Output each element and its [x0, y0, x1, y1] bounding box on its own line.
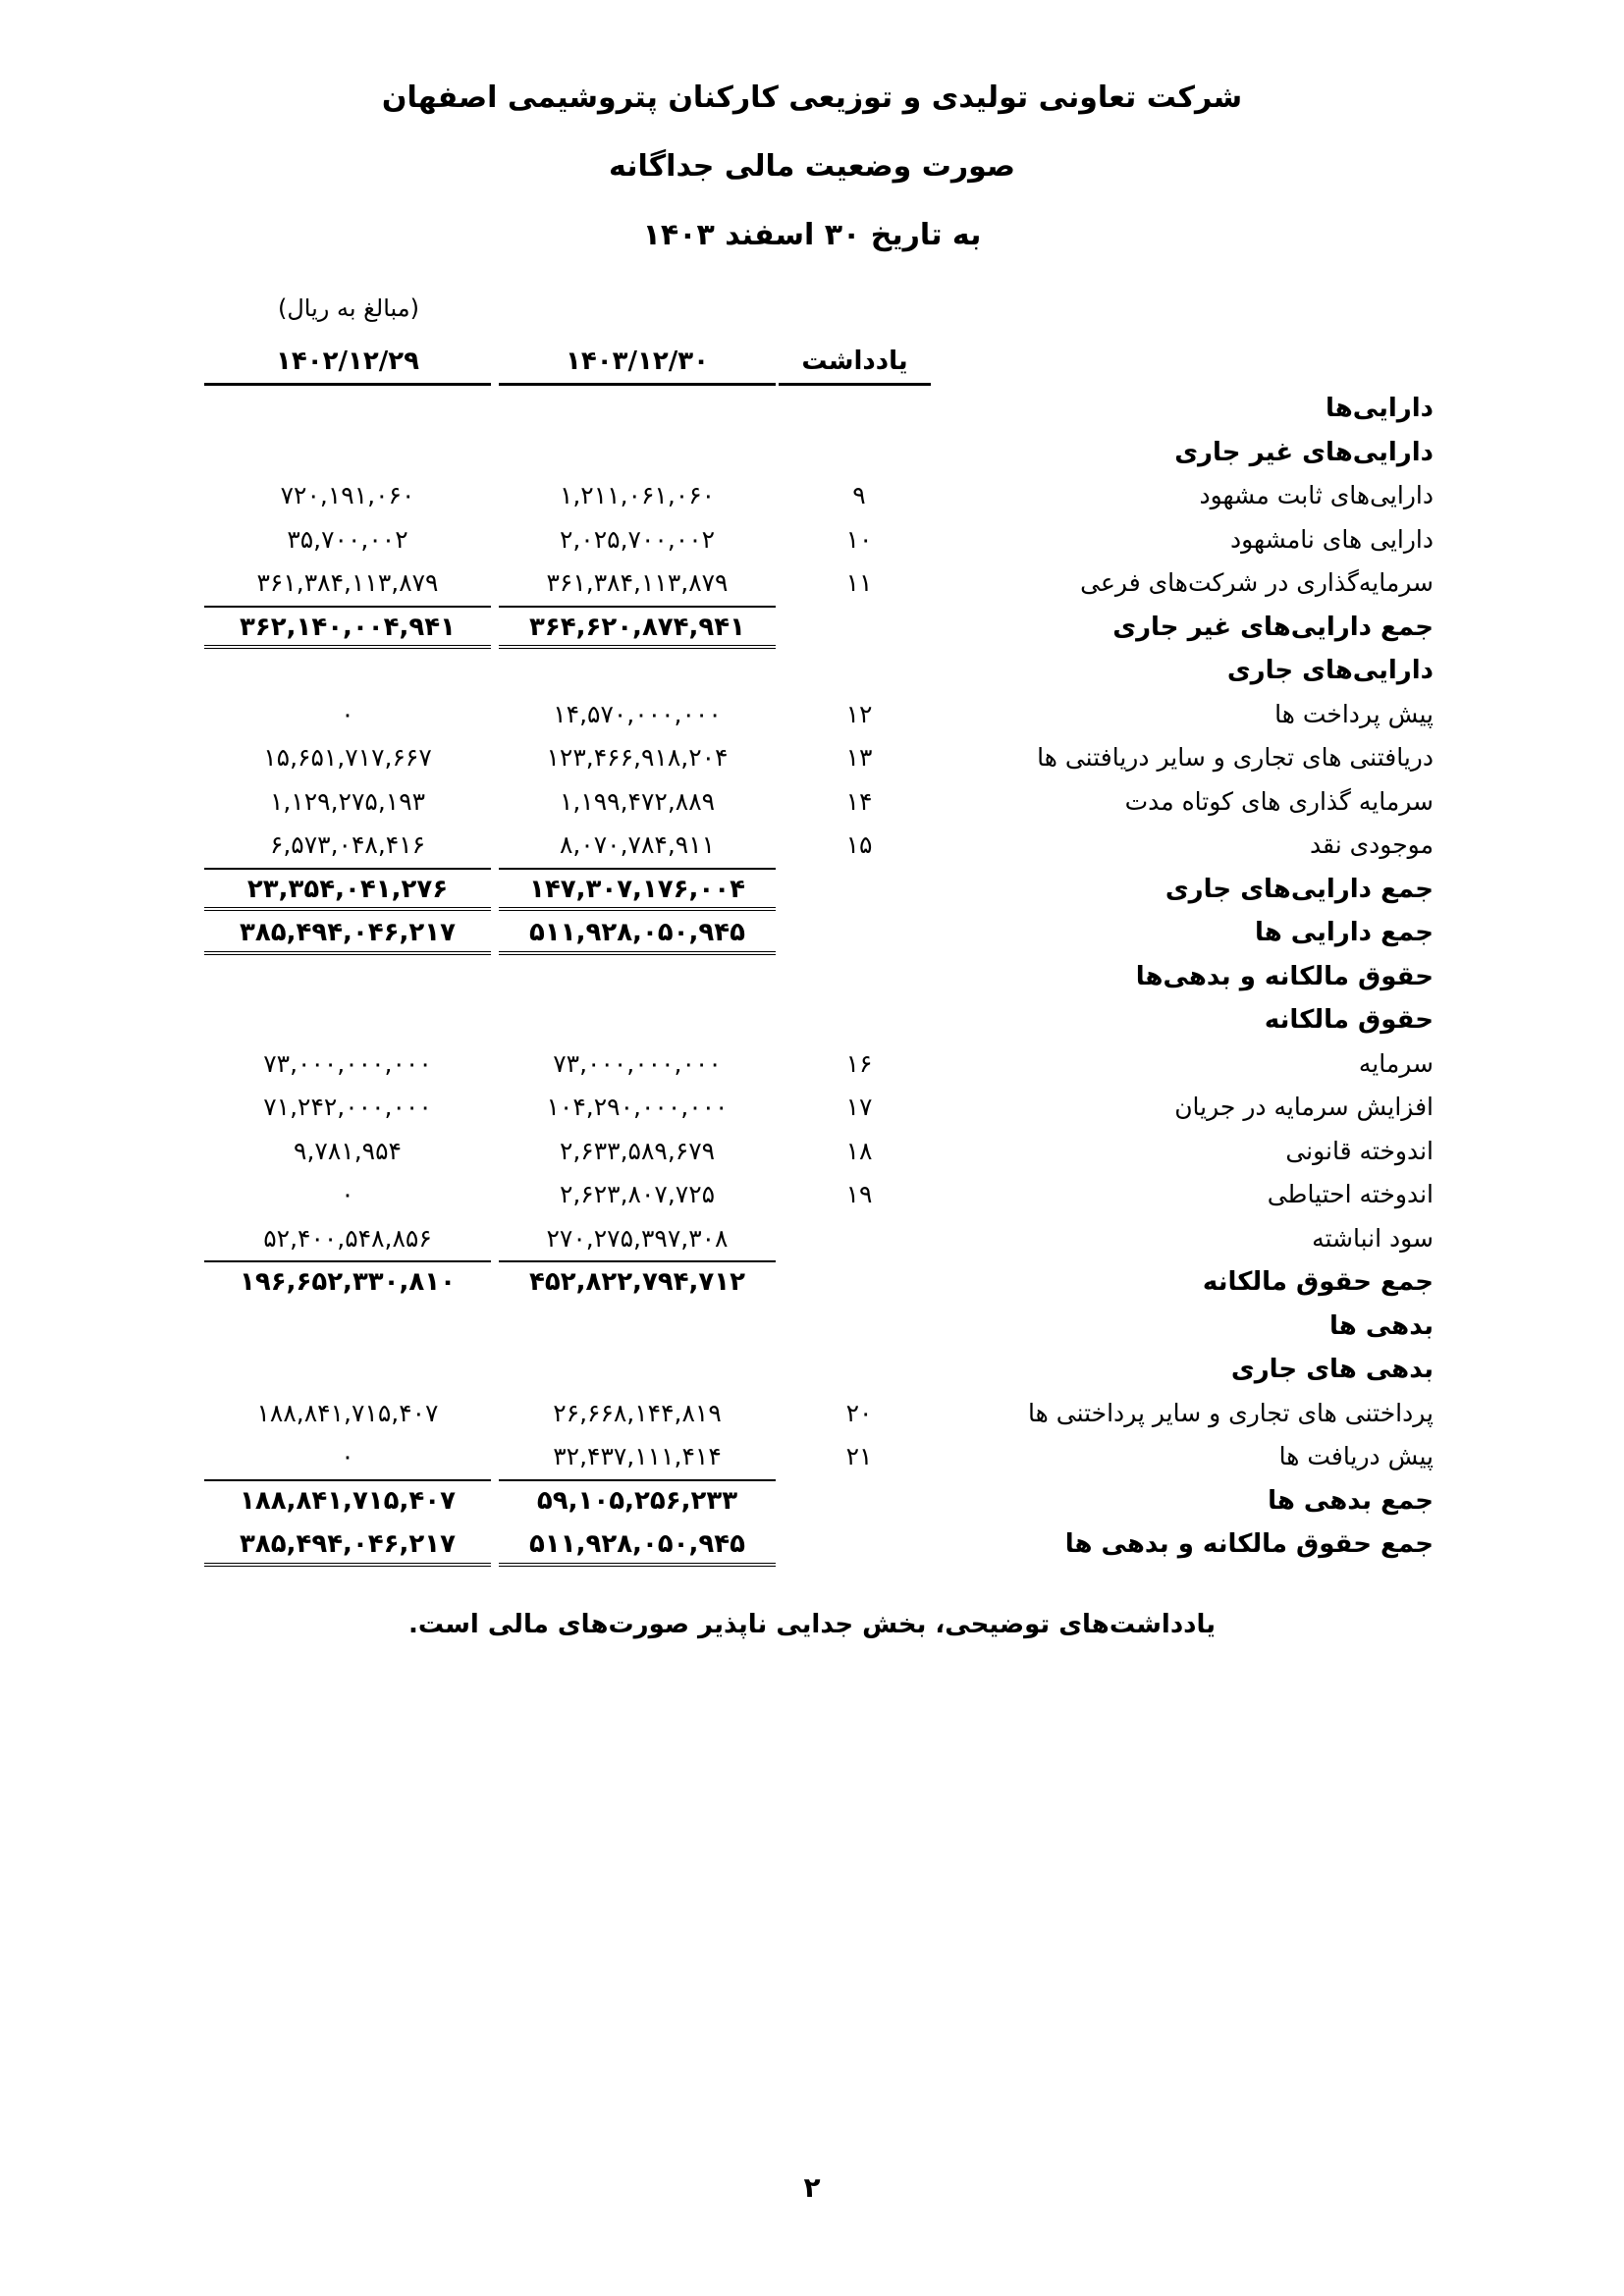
row-value-previous: ۷۲۰,۱۹۱,۰۶۰	[280, 481, 415, 509]
row-value-previous: ۳۵,۷۰۰,۰۰۲	[287, 524, 408, 554]
row-label: بدهی ها	[1329, 1310, 1434, 1341]
row-label: جمع دارایی‌های غیر جاری	[1112, 612, 1434, 642]
table-header	[0, 340, 1624, 387]
subtotal-rule	[499, 868, 776, 870]
row-note-number: ۱۸	[845, 1136, 873, 1165]
table-row	[0, 691, 1624, 735]
row-value-current: ۲۶,۶۶۸,۱۴۴,۸۱۹	[553, 1398, 722, 1427]
column-header-current-year: ۱۴۰۳/۱۲/۳۰	[499, 340, 776, 386]
row-note-number: ۱۲	[845, 699, 873, 728]
row-value-current: ۲,۶۳۳,۵۸۹,۶۷۹	[559, 1136, 716, 1165]
total-double-rule	[204, 907, 491, 911]
row-value-previous: ۱۸۸,۸۴۱,۷۱۵,۴۰۷	[239, 1485, 457, 1516]
table-row	[0, 1084, 1624, 1128]
row-note-number: ۱۶	[845, 1048, 873, 1078]
row-value-current: ۳۲,۴۳۷,۱۱۱,۴۱۴	[553, 1442, 722, 1470]
row-label: جمع حقوق مالکانه و بدهی ها	[1064, 1529, 1434, 1559]
row-value-previous: ۳۶۱,۳۸۴,۱۱۳,۸۷۹	[256, 568, 439, 597]
footnote: یادداشت‌های توضیحی، بخش جدایی ناپذیر صورت‌های مالی است.	[407, 1610, 1217, 1639]
row-note-number: ۱۴	[845, 786, 873, 816]
row-label: سرمایه	[1358, 1048, 1434, 1078]
row-value-current: ۵۱۱,۹۲۸,۰۵۰,۹۴۵	[528, 1529, 746, 1559]
row-label: دارایی‌ها	[1326, 394, 1434, 423]
row-value-previous: ۱,۱۲۹,۲۷۵,۱۹۳	[269, 786, 426, 816]
row-label: سرمایه‌گذاری در شرکت‌های فرعی	[1080, 568, 1434, 597]
row-value-previous: ۰	[341, 699, 354, 728]
row-label: سرمایه گذاری های کوتاه مدت	[1124, 786, 1434, 816]
row-value-current: ۷۳,۰۰۰,۰۰۰,۰۰۰	[553, 1048, 722, 1078]
table-row	[0, 1521, 1624, 1565]
total-double-rule	[204, 951, 491, 955]
table-row	[0, 385, 1624, 429]
row-value-previous: ۱۸۸,۸۴۱,۷۱۵,۴۰۷	[256, 1398, 439, 1427]
total-double-rule	[499, 1563, 776, 1567]
table-row	[0, 1433, 1624, 1477]
row-label: دریافتنی های تجاری و سایر دریافتنی ها	[1037, 743, 1434, 772]
row-label: پیش پرداخت ها	[1274, 699, 1434, 728]
row-value-current: ۱۴,۵۷۰,۰۰۰,۰۰۰	[553, 699, 722, 728]
table-row	[0, 1215, 1624, 1259]
row-label: دارایی های نامشهود	[1230, 524, 1434, 554]
table-row	[0, 866, 1624, 910]
row-value-current: ۱,۱۹۹,۴۷۲,۸۸۹	[559, 786, 716, 816]
row-value-previous: ۱۵,۶۵۱,۷۱۷,۶۶۷	[263, 743, 432, 772]
subtotal-rule	[499, 1479, 776, 1481]
row-value-previous: ۰	[341, 1180, 354, 1208]
row-value-current: ۲,۰۲۵,۷۰۰,۰۰۲	[559, 524, 716, 554]
table-row	[0, 472, 1624, 516]
table-row	[0, 1477, 1624, 1522]
subtotal-rule	[204, 868, 491, 870]
row-label: حقوق مالکانه	[1264, 1005, 1434, 1035]
row-value-current: ۵۹,۱۰۵,۲۵۶,۲۳۳	[536, 1485, 738, 1516]
row-label: اندوخته قانونی	[1285, 1136, 1434, 1165]
table-row	[0, 1346, 1624, 1390]
company-name: شرکت تعاونی تولیدی و توزیعی کارکنان پتروشیمی اصفهان	[381, 80, 1243, 115]
subtotal-rule	[204, 1260, 491, 1262]
row-value-previous: ۷۳,۰۰۰,۰۰۰,۰۰۰	[263, 1048, 432, 1078]
row-value-current: ۸,۰۷۰,۷۸۴,۹۱۱	[559, 830, 716, 859]
column-header-note: یادداشت	[779, 340, 931, 386]
table-row	[0, 1128, 1624, 1172]
table-row	[0, 734, 1624, 778]
row-note-number: ۲۰	[845, 1398, 873, 1427]
total-double-rule	[499, 645, 776, 649]
row-label: پیش دریافت ها	[1278, 1442, 1434, 1470]
row-value-current: ۴۵۲,۸۲۲,۷۹۴,۷۱۲	[528, 1267, 746, 1297]
row-label: جمع بدهی ها	[1268, 1485, 1434, 1516]
row-value-current: ۱۲۳,۴۶۶,۹۱۸,۲۰۴	[546, 743, 729, 772]
table-row	[0, 778, 1624, 823]
row-value-current: ۱۰۴,۲۹۰,۰۰۰,۰۰۰	[546, 1093, 729, 1121]
row-value-previous: ۳۸۵,۴۹۴,۰۴۶,۲۱۷	[239, 1529, 457, 1559]
statement-title: صورت وضعیت مالی جداگانه	[609, 149, 1015, 184]
balance-sheet-table	[0, 385, 1624, 1565]
row-label: افزایش سرمایه در جریان	[1174, 1093, 1434, 1121]
row-label: جمع دارایی ها	[1254, 918, 1434, 947]
total-double-rule	[499, 951, 776, 955]
row-value-previous: ۷۱,۲۴۲,۰۰۰,۰۰۰	[263, 1093, 432, 1121]
table-row	[0, 1303, 1624, 1347]
total-double-rule	[499, 907, 776, 911]
row-note-number: ۱۷	[845, 1093, 873, 1121]
row-value-previous: ۰	[341, 1442, 354, 1470]
statement-date: به تاریخ ۳۰ اسفند ۱۴۰۳	[642, 218, 982, 252]
row-value-previous: ۹,۷۸۱,۹۵۴	[294, 1136, 402, 1165]
subtotal-rule	[499, 606, 776, 608]
row-label: دارایی‌های جاری	[1226, 656, 1434, 685]
subtotal-rule	[204, 606, 491, 608]
row-label: اندوخته احتیاطی	[1267, 1180, 1434, 1208]
column-header-previous-year: ۱۴۰۲/۱۲/۲۹	[204, 340, 491, 386]
row-value-previous: ۵۲,۴۰۰,۵۴۸,۸۵۶	[263, 1223, 432, 1253]
row-note-number: ۱۰	[845, 524, 873, 554]
row-note-number: ۹	[852, 481, 866, 509]
page-number: ۲	[803, 2171, 821, 2204]
row-value-previous: ۳۶۲,۱۴۰,۰۰۴,۹۴۱	[239, 612, 457, 642]
table-row	[0, 822, 1624, 866]
row-label: جمع حقوق مالکانه	[1202, 1267, 1434, 1297]
row-value-previous: ۳۸۵,۴۹۴,۰۴۶,۲۱۷	[239, 918, 457, 947]
table-row	[0, 909, 1624, 953]
row-label: دارایی‌های ثابت مشهود	[1199, 481, 1434, 509]
row-label: سود انباشته	[1312, 1223, 1434, 1253]
row-note-number: ۱۱	[845, 568, 873, 597]
table-row	[0, 1041, 1624, 1085]
row-value-current: ۳۶۱,۳۸۴,۱۱۳,۸۷۹	[546, 568, 729, 597]
row-value-current: ۲۷۰,۲۷۵,۳۹۷,۳۰۸	[546, 1223, 729, 1253]
row-note-number: ۱۳	[845, 743, 873, 772]
table-row	[0, 516, 1624, 561]
total-double-rule	[204, 1563, 491, 1567]
row-value-previous: ۱۹۶,۶۵۲,۳۳۰,۸۱۰	[239, 1267, 457, 1297]
table-row	[0, 1171, 1624, 1215]
row-label: حقوق مالکانه و بدهی‌ها	[1135, 961, 1434, 991]
table-row	[0, 647, 1624, 691]
table-row	[0, 1258, 1624, 1303]
row-value-current: ۲,۶۲۳,۸۰۷,۷۲۵	[559, 1180, 716, 1208]
row-value-previous: ۲۳,۳۵۴,۰۴۱,۲۷۶	[246, 874, 449, 904]
row-value-current: ۵۱۱,۹۲۸,۰۵۰,۹۴۵	[528, 918, 746, 947]
table-row	[0, 429, 1624, 473]
row-label: پرداختنی های تجاری و سایر پرداختنی ها	[1027, 1398, 1434, 1427]
row-note-number: ۱۵	[845, 830, 873, 859]
table-row	[0, 560, 1624, 604]
amounts-unit-note: (مبالغ به ریال)	[277, 294, 420, 322]
table-row	[0, 953, 1624, 997]
row-value-previous: ۶,۵۷۳,۰۴۸,۴۱۶	[269, 830, 426, 859]
total-double-rule	[204, 645, 491, 649]
row-label: دارایی‌های غیر جاری	[1174, 437, 1434, 467]
row-label: جمع دارایی‌های جاری	[1164, 874, 1434, 904]
row-note-number: ۲۱	[845, 1442, 873, 1470]
table-row	[0, 1390, 1624, 1434]
row-value-current: ۱,۲۱۱,۰۶۱,۰۶۰	[559, 481, 716, 509]
row-value-current: ۱۴۷,۳۰۷,۱۷۶,۰۰۴	[528, 874, 746, 904]
row-label: بدهی های جاری	[1230, 1355, 1434, 1384]
table-row	[0, 604, 1624, 648]
table-row	[0, 996, 1624, 1041]
subtotal-rule	[499, 1260, 776, 1262]
row-label: موجودی نقد	[1309, 830, 1434, 859]
row-value-current: ۳۶۴,۶۲۰,۸۷۴,۹۴۱	[528, 612, 746, 642]
subtotal-rule	[204, 1479, 491, 1481]
row-note-number: ۱۹	[845, 1180, 873, 1208]
